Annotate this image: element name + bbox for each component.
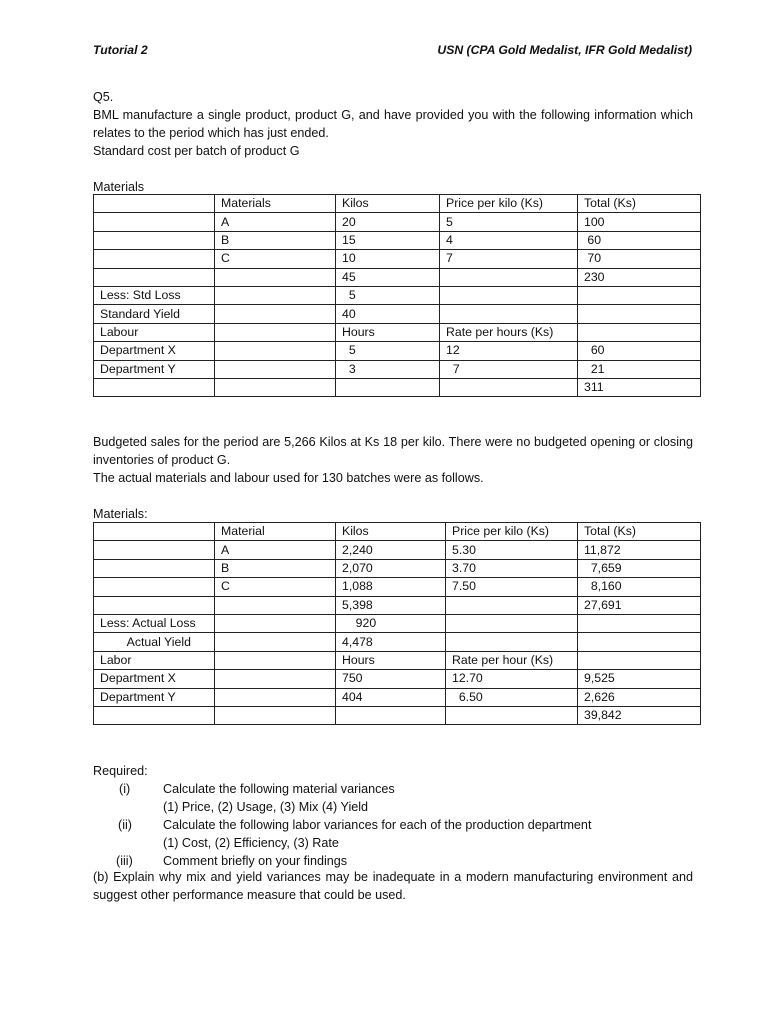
required-item-text: (1) Price, (2) Usage, (3) Mix (4) Yield	[163, 800, 369, 814]
table-cell	[94, 523, 215, 541]
header-left: Tutorial 2	[93, 43, 148, 57]
table-cell	[94, 541, 215, 559]
table-cell: 39,842	[578, 706, 701, 724]
required-item-text: (1) Cost, (2) Efficiency, (3) Rate	[163, 836, 339, 850]
actual-table-title: Materials:	[93, 507, 148, 521]
table-cell: 1,088	[336, 578, 446, 596]
table-row	[94, 305, 701, 323]
table-row	[94, 596, 701, 614]
table-cell	[215, 286, 336, 304]
table-row	[94, 541, 701, 559]
table-cell: Department X	[94, 670, 215, 688]
table-cell	[215, 688, 336, 706]
table-cell: Standard Yield	[94, 305, 215, 323]
table-row	[94, 614, 701, 632]
table-cell	[215, 670, 336, 688]
table-cell: Kilos	[336, 523, 446, 541]
table-row	[94, 651, 701, 669]
table-cell: C	[215, 250, 336, 268]
table-cell	[215, 706, 336, 724]
table-cell: Less: Actual Loss	[94, 614, 215, 632]
table-row	[94, 250, 701, 268]
table-cell: Price per kilo (Ks)	[440, 195, 578, 213]
table-cell	[94, 195, 215, 213]
table-cell: 40	[336, 305, 440, 323]
table-cell	[440, 378, 578, 396]
table-cell	[215, 305, 336, 323]
table-cell	[578, 305, 701, 323]
table-cell	[578, 323, 701, 341]
table-cell: 10	[336, 250, 440, 268]
table-cell: 2,070	[336, 559, 446, 577]
table-cell: Material	[215, 523, 336, 541]
table-cell: 5.30	[446, 541, 578, 559]
table-cell	[215, 614, 336, 632]
table-cell	[215, 342, 336, 360]
table-cell: 4	[440, 231, 578, 249]
required-item-number: (i)	[119, 782, 131, 796]
table-cell: 7	[440, 250, 578, 268]
table-row	[94, 231, 701, 249]
table-cell: 920	[336, 614, 446, 632]
table-row	[94, 578, 701, 596]
table-cell: Labor	[94, 651, 215, 669]
table-cell	[446, 706, 578, 724]
std-table-title: Materials	[93, 180, 145, 194]
required-item-text: Calculate the following labor variances for each of the production department	[163, 818, 592, 832]
table-cell: Rate per hour (Ks)	[446, 651, 578, 669]
actual-usage-text: The actual materials and labour used for 130 batches were as follows.	[93, 471, 484, 485]
table-cell: 45	[336, 268, 440, 286]
table-cell: Total (Ks)	[578, 523, 701, 541]
table-row	[94, 268, 701, 286]
actual-cost-table	[93, 522, 701, 725]
table-cell	[94, 706, 215, 724]
table-cell: 6.50	[446, 688, 578, 706]
table-cell: Department X	[94, 342, 215, 360]
table-cell	[336, 706, 446, 724]
table-cell: 70	[578, 250, 701, 268]
table-cell	[94, 378, 215, 396]
budget-text: Budgeted sales for the period are 5,266 Kilos at Ks 18 per kilo. There were no budgeted opening or closing inventories of product G.	[93, 435, 693, 468]
table-cell: 3	[336, 360, 440, 378]
table-cell: 12	[440, 342, 578, 360]
required-item-text: Calculate the following material variances	[163, 782, 395, 796]
table-cell: 8,160	[578, 578, 701, 596]
table-row	[94, 323, 701, 341]
table-cell: 7	[440, 360, 578, 378]
standard-cost-table	[93, 194, 701, 397]
table-cell: Hours	[336, 323, 440, 341]
table-cell	[440, 305, 578, 323]
table-cell: Actual Yield	[94, 633, 215, 651]
table-cell: C	[215, 578, 336, 596]
table-cell: 100	[578, 213, 701, 231]
table-row	[94, 195, 701, 213]
required-item-number: (iii)	[116, 854, 133, 868]
table-cell: 7.50	[446, 578, 578, 596]
table-cell: Price per kilo (Ks)	[446, 523, 578, 541]
table-cell	[446, 614, 578, 632]
table-cell	[94, 596, 215, 614]
table-row	[94, 670, 701, 688]
table-cell: 60	[578, 342, 701, 360]
table-row	[94, 559, 701, 577]
table-cell	[440, 268, 578, 286]
table-cell: 5	[336, 342, 440, 360]
table-cell: Department Y	[94, 688, 215, 706]
table-cell: 27,691	[578, 596, 701, 614]
table-cell: 7,659	[578, 559, 701, 577]
table-cell: Total (Ks)	[578, 195, 701, 213]
table-cell: 11,872	[578, 541, 701, 559]
table-cell: 404	[336, 688, 446, 706]
table-cell	[446, 633, 578, 651]
table-cell	[336, 378, 440, 396]
table-cell: 12.70	[446, 670, 578, 688]
table-cell: 750	[336, 670, 446, 688]
table-cell: Labour	[94, 323, 215, 341]
table-cell	[215, 323, 336, 341]
table-cell: 9,525	[578, 670, 701, 688]
table-cell: 21	[578, 360, 701, 378]
table-row	[94, 213, 701, 231]
table-cell: B	[215, 559, 336, 577]
table-row	[94, 706, 701, 724]
table-cell	[94, 268, 215, 286]
table-cell	[215, 596, 336, 614]
table-cell: A	[215, 213, 336, 231]
table-cell	[94, 231, 215, 249]
table-cell: 311	[578, 378, 701, 396]
table-cell	[578, 286, 701, 304]
table-cell	[578, 614, 701, 632]
table-cell	[94, 559, 215, 577]
table-cell: 4,478	[336, 633, 446, 651]
required-title: Required:	[93, 764, 148, 778]
table-row	[94, 286, 701, 304]
table-cell: Rate per hours (Ks)	[440, 323, 578, 341]
table-cell	[215, 268, 336, 286]
table-cell: Materials	[215, 195, 336, 213]
table-cell: 230	[578, 268, 701, 286]
table-row	[94, 342, 701, 360]
table-cell	[94, 250, 215, 268]
table-row	[94, 523, 701, 541]
table-cell: 5,398	[336, 596, 446, 614]
table-cell: Department Y	[94, 360, 215, 378]
table-cell: 20	[336, 213, 440, 231]
table-cell	[215, 633, 336, 651]
table-cell	[440, 286, 578, 304]
table-cell: 2,626	[578, 688, 701, 706]
table-cell: 15	[336, 231, 440, 249]
table-row	[94, 688, 701, 706]
required-item-text: Comment briefly on your findings	[163, 854, 348, 868]
table-cell: Hours	[336, 651, 446, 669]
table-cell: Kilos	[336, 195, 440, 213]
table-cell	[94, 578, 215, 596]
table-cell: 60	[578, 231, 701, 249]
intro-text: BML manufacture a single product, product G, and have provided you with the following information which relates to the period which has just ended.	[93, 108, 693, 141]
table-cell	[215, 378, 336, 396]
table-cell: 3.70	[446, 559, 578, 577]
table-cell	[446, 596, 578, 614]
table-cell	[94, 213, 215, 231]
table-cell	[578, 633, 701, 651]
table-cell: Less: Std Loss	[94, 286, 215, 304]
question-label: Q5.	[93, 90, 114, 104]
std-cost-title: Standard cost per batch of product G	[93, 144, 300, 158]
table-cell	[215, 360, 336, 378]
table-cell: 5	[440, 213, 578, 231]
required-item-number: (ii)	[118, 818, 132, 832]
table-cell: A	[215, 541, 336, 559]
table-row	[94, 360, 701, 378]
table-cell: 2,240	[336, 541, 446, 559]
table-row	[94, 378, 701, 396]
table-cell: B	[215, 231, 336, 249]
header-right: USN (CPA Gold Medalist, IFR Gold Medalist)	[437, 43, 692, 57]
table-cell	[578, 651, 701, 669]
table-cell: 5	[336, 286, 440, 304]
table-row	[94, 633, 701, 651]
table-cell	[215, 651, 336, 669]
part-b-text: (b) Explain why mix and yield variances may be inadequate in a modern manufacturing environment and suggest other performance measure that could be used.	[93, 870, 693, 903]
